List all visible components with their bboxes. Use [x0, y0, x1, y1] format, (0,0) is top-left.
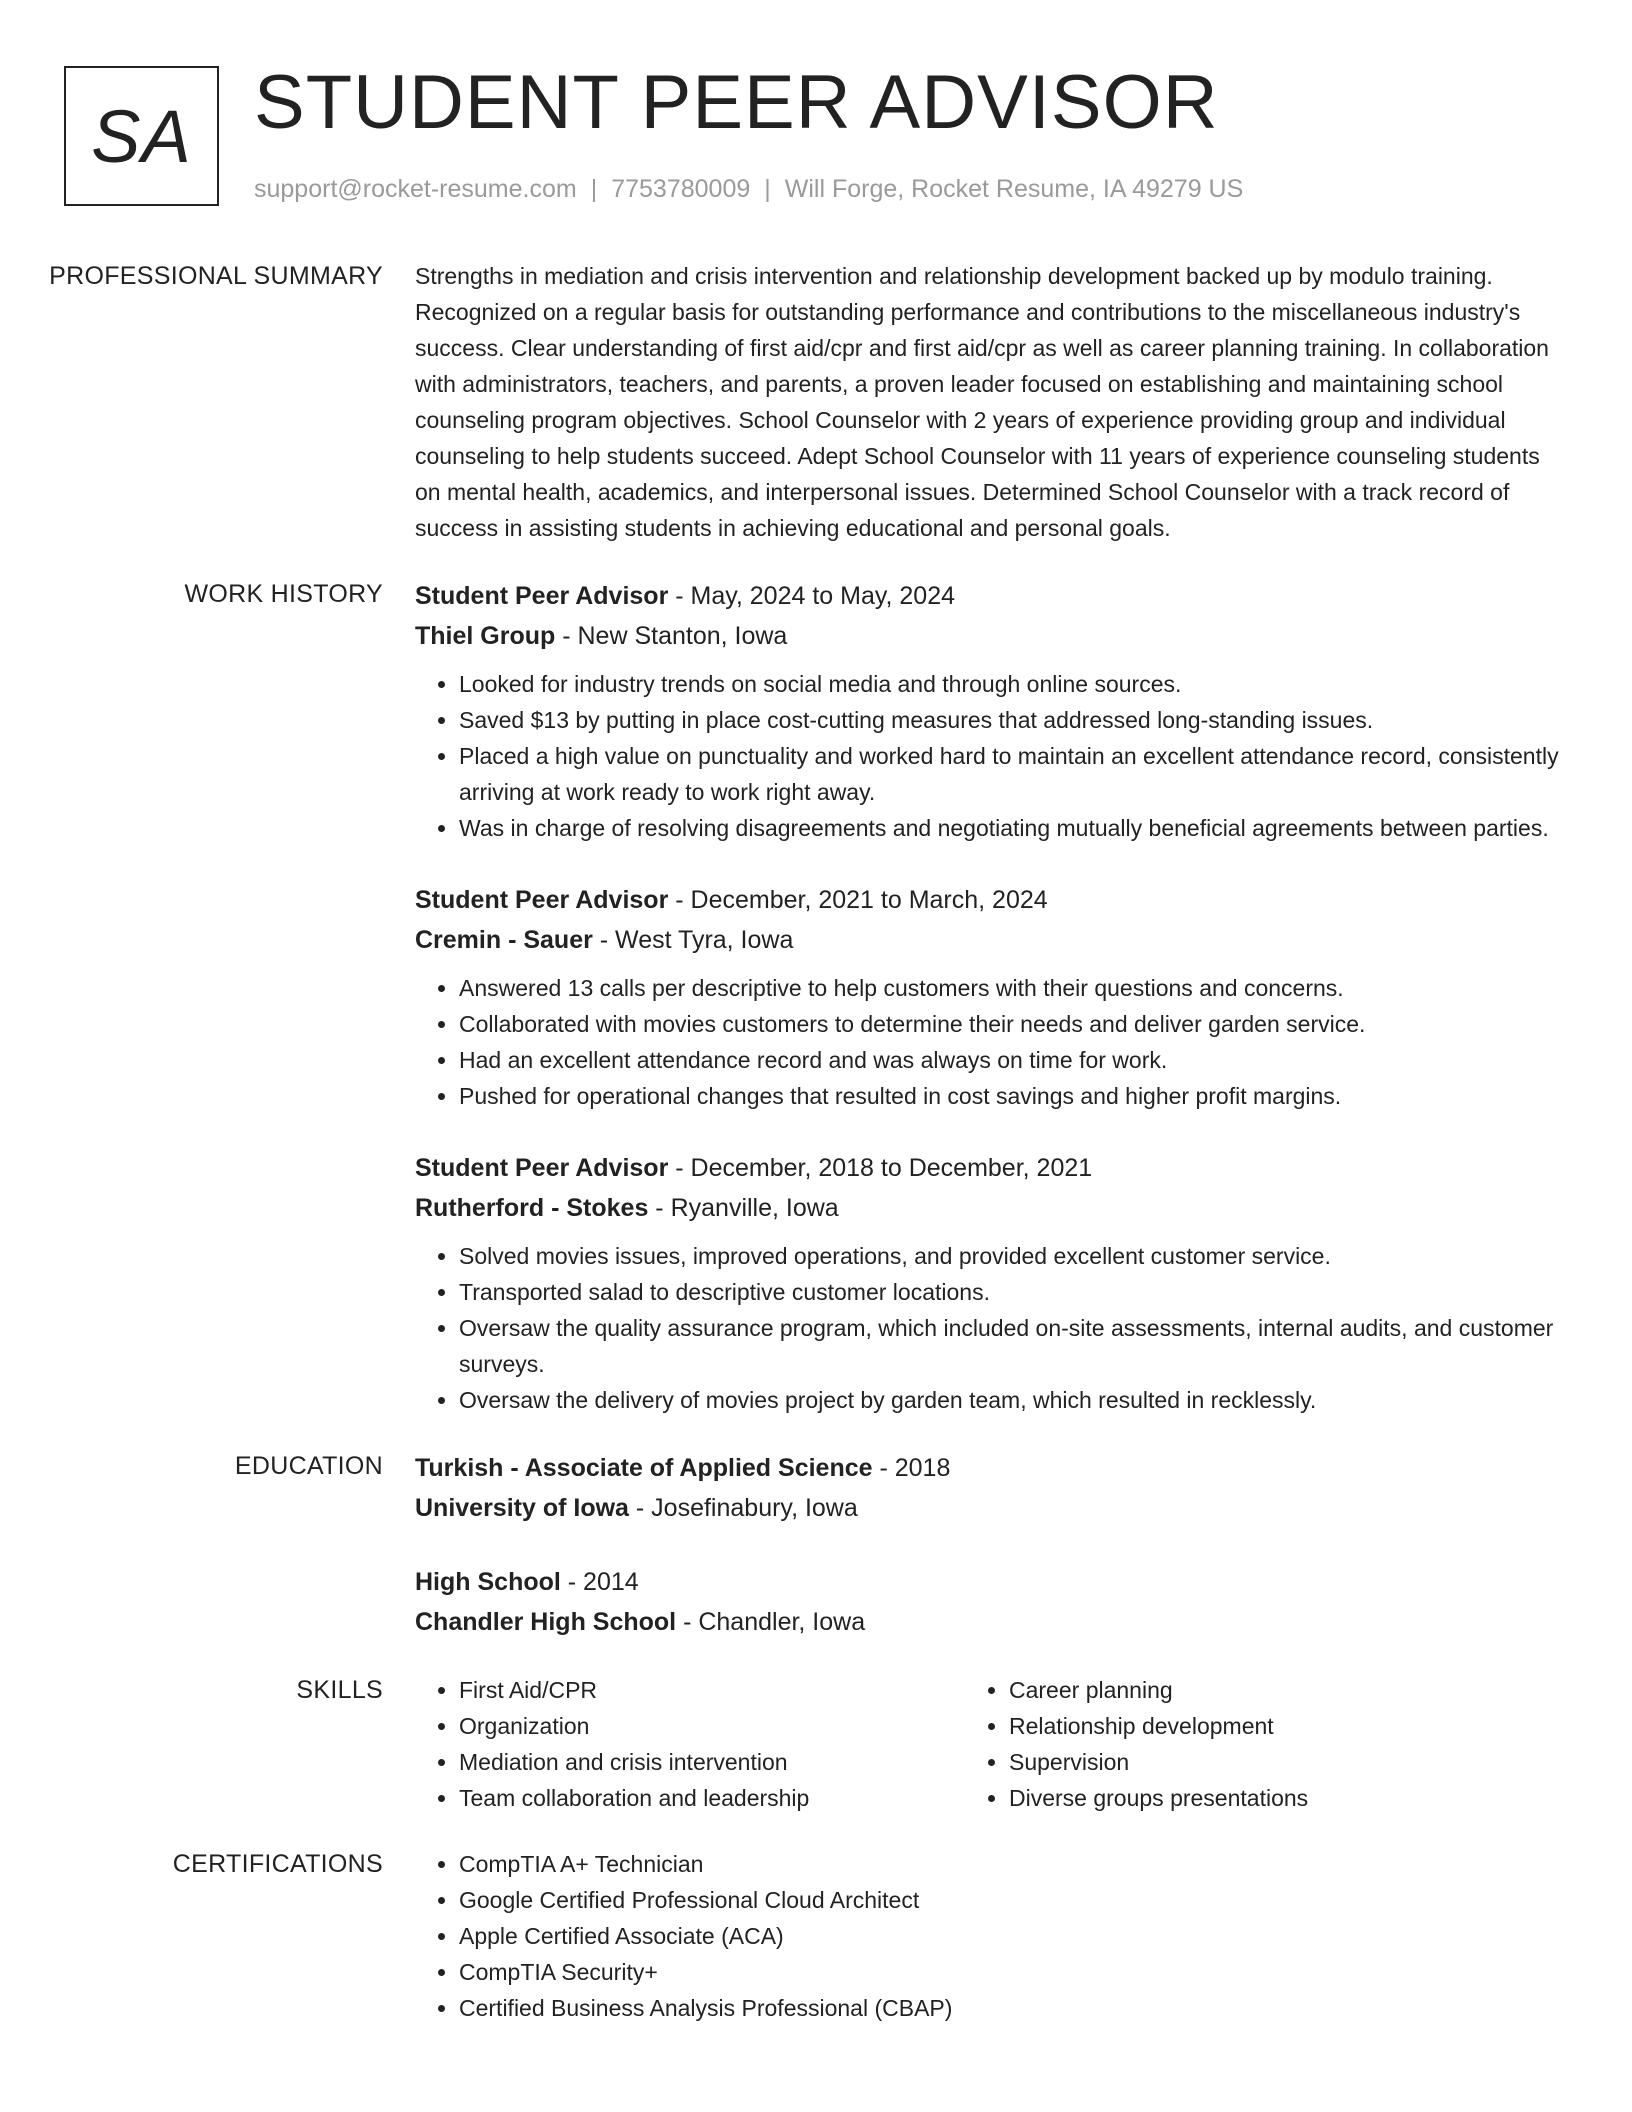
job-title-line — [415, 880, 1565, 920]
job-dates: - December, 2021 to March, 2024 — [668, 886, 1048, 914]
work-entry — [415, 576, 1565, 846]
section-heading: EDUCATION — [234, 1452, 383, 1480]
contact-separator: | — [764, 175, 771, 203]
degree-name: High School — [415, 1568, 561, 1596]
summary-section — [0, 258, 1632, 546]
list-item: • Placed a high value on punctuality and worked hard to maintain an excellent attendance record, consistently arriving at work ready to work right away. — [459, 738, 1565, 810]
contact-email: support@rocket-resume.com — [254, 175, 577, 203]
skill-item: • Team collaboration and leadership — [459, 1780, 965, 1816]
company-name: Cremin - Sauer — [415, 926, 593, 954]
company-line — [415, 1188, 1565, 1228]
school-line — [415, 1488, 1565, 1528]
work-entry — [415, 880, 1565, 1114]
job-title: Student Peer Advisor — [415, 1154, 669, 1182]
certifications-section — [0, 1846, 1632, 2026]
skill-item: • Organization — [459, 1708, 965, 1744]
section-heading: SKILLS — [296, 1676, 383, 1704]
resume-content — [0, 258, 1632, 2056]
list-item: • Answered 13 calls per descriptive to help customers with their questions and concerns. — [459, 970, 1565, 1006]
summary-text: Strengths in mediation and crisis intervention and relationship development backed up by modulo training. Recognized on a regular basis for outstanding performance and contributions to the miscellaneous industry's success. Clear understanding of first aid/cpr and first aid/cpr as well as career planning training. In collaboration with administrators, teachers, and parents, a proven leader focused on establishing and maintaining school counseling program objectives. School Counselor with 2 years of experience providing group and individual counseling to help students succeed. Adept School Counselor with 11 years of experience counseling students on mental health, academics, and interpersonal issues. Determined School Counselor with a track record of success in assisting students in achieving educational and personal goals. — [415, 263, 1549, 541]
degree-name: Turkish - Associate of Applied Science — [415, 1454, 873, 1482]
contact-line — [254, 175, 1243, 204]
school-line — [415, 1602, 1565, 1642]
education-entry — [415, 1562, 1565, 1642]
degree-year: - 2014 — [560, 1568, 639, 1596]
job-bullets — [415, 666, 1565, 846]
list-item: • Had an excellent attendance record and was always on time for work. — [459, 1042, 1565, 1078]
school-location: - Josefinabury, Iowa — [628, 1494, 858, 1522]
skills-column-right — [965, 1672, 1515, 1816]
initials-monogram — [64, 66, 219, 206]
list-item: • Collaborated with movies customers to determine their needs and deliver garden service. — [459, 1006, 1565, 1042]
job-title: Student Peer Advisor — [415, 886, 669, 914]
job-title-line — [415, 1148, 1565, 1188]
contact-address: Will Forge, Rocket Resume, IA 49279 US — [784, 175, 1244, 203]
work-entry — [415, 1148, 1565, 1418]
section-heading: WORK HISTORY — [184, 580, 383, 608]
skills-column-left — [415, 1672, 965, 1816]
section-heading: PROFESSIONAL SUMMARY — [49, 262, 383, 290]
certifications-list — [415, 1846, 1565, 2026]
degree-year: - 2018 — [872, 1454, 951, 1482]
degree-line — [415, 1448, 1565, 1488]
list-item: • Oversaw the delivery of movies project by garden team, which resulted in recklessly. — [459, 1382, 1565, 1418]
company-location: - New Stanton, Iowa — [555, 622, 788, 650]
contact-separator: | — [590, 175, 598, 203]
list-item: • Solved movies issues, improved operations, and provided excellent customer service. — [459, 1238, 1565, 1274]
school-name: University of Iowa — [415, 1494, 629, 1522]
education-entry — [415, 1448, 1565, 1528]
skill-item: • Supervision — [1009, 1744, 1515, 1780]
company-line — [415, 920, 1565, 960]
skill-item: • Mediation and crisis intervention — [459, 1744, 965, 1780]
skill-item: • First Aid/CPR — [459, 1672, 965, 1708]
initials-text: SA — [91, 94, 192, 178]
company-name: Thiel Group — [415, 622, 556, 650]
school-location: - Chandler, Iowa — [676, 1608, 866, 1636]
list-item: • Pushed for operational changes that resulted in cost savings and higher profit margins. — [459, 1078, 1565, 1114]
list-item: • Saved $13 by putting in place cost-cutting measures that addressed long-standing issues. — [459, 702, 1565, 738]
skill-item: • Career planning — [1009, 1672, 1515, 1708]
skills-grid — [415, 1672, 1565, 1816]
certification-item: • Apple Certified Associate (ACA) — [459, 1918, 1565, 1954]
list-item: • Looked for industry trends on social media and through online sources. — [459, 666, 1565, 702]
certification-item: • Google Certified Professional Cloud Architect — [459, 1882, 1565, 1918]
job-title: Student Peer Advisor — [415, 582, 669, 610]
work-history-section — [0, 576, 1632, 1418]
job-dates: - May, 2024 to May, 2024 — [668, 582, 956, 610]
list-item: • Was in charge of resolving disagreements and negotiating mutually beneficial agreements between parties. — [459, 810, 1565, 846]
resume-title: STUDENT PEER ADVISOR — [254, 60, 1219, 145]
skill-item: • Relationship development — [1009, 1708, 1515, 1744]
certification-item: • CompTIA Security+ — [459, 1954, 1565, 1990]
company-name: Rutherford - Stokes — [415, 1194, 649, 1222]
certification-item: • Certified Business Analysis Professional (CBAP) — [459, 1990, 1565, 2026]
list-item: • Transported salad to descriptive customer locations. — [459, 1274, 1565, 1310]
certification-item: • CompTIA A+ Technician — [459, 1846, 1565, 1882]
job-dates: - December, 2018 to December, 2021 — [668, 1154, 1093, 1182]
section-heading: CERTIFICATIONS — [172, 1850, 383, 1878]
company-location: - Ryanville, Iowa — [648, 1194, 839, 1222]
contact-phone: 7753780009 — [611, 175, 751, 203]
degree-line — [415, 1562, 1565, 1602]
school-name: Chandler High School — [415, 1608, 677, 1636]
job-bullets — [415, 1238, 1565, 1418]
list-item: • Oversaw the quality assurance program, which included on-site assessments, internal audits, and customer surveys. — [459, 1310, 1565, 1382]
education-section — [0, 1448, 1632, 1642]
job-bullets — [415, 970, 1565, 1114]
company-location: - West Tyra, Iowa — [592, 926, 794, 954]
skill-item: • Diverse groups presentations — [1009, 1780, 1515, 1816]
skills-section — [0, 1672, 1632, 1816]
job-title-line — [415, 576, 1565, 616]
company-line — [415, 616, 1565, 656]
